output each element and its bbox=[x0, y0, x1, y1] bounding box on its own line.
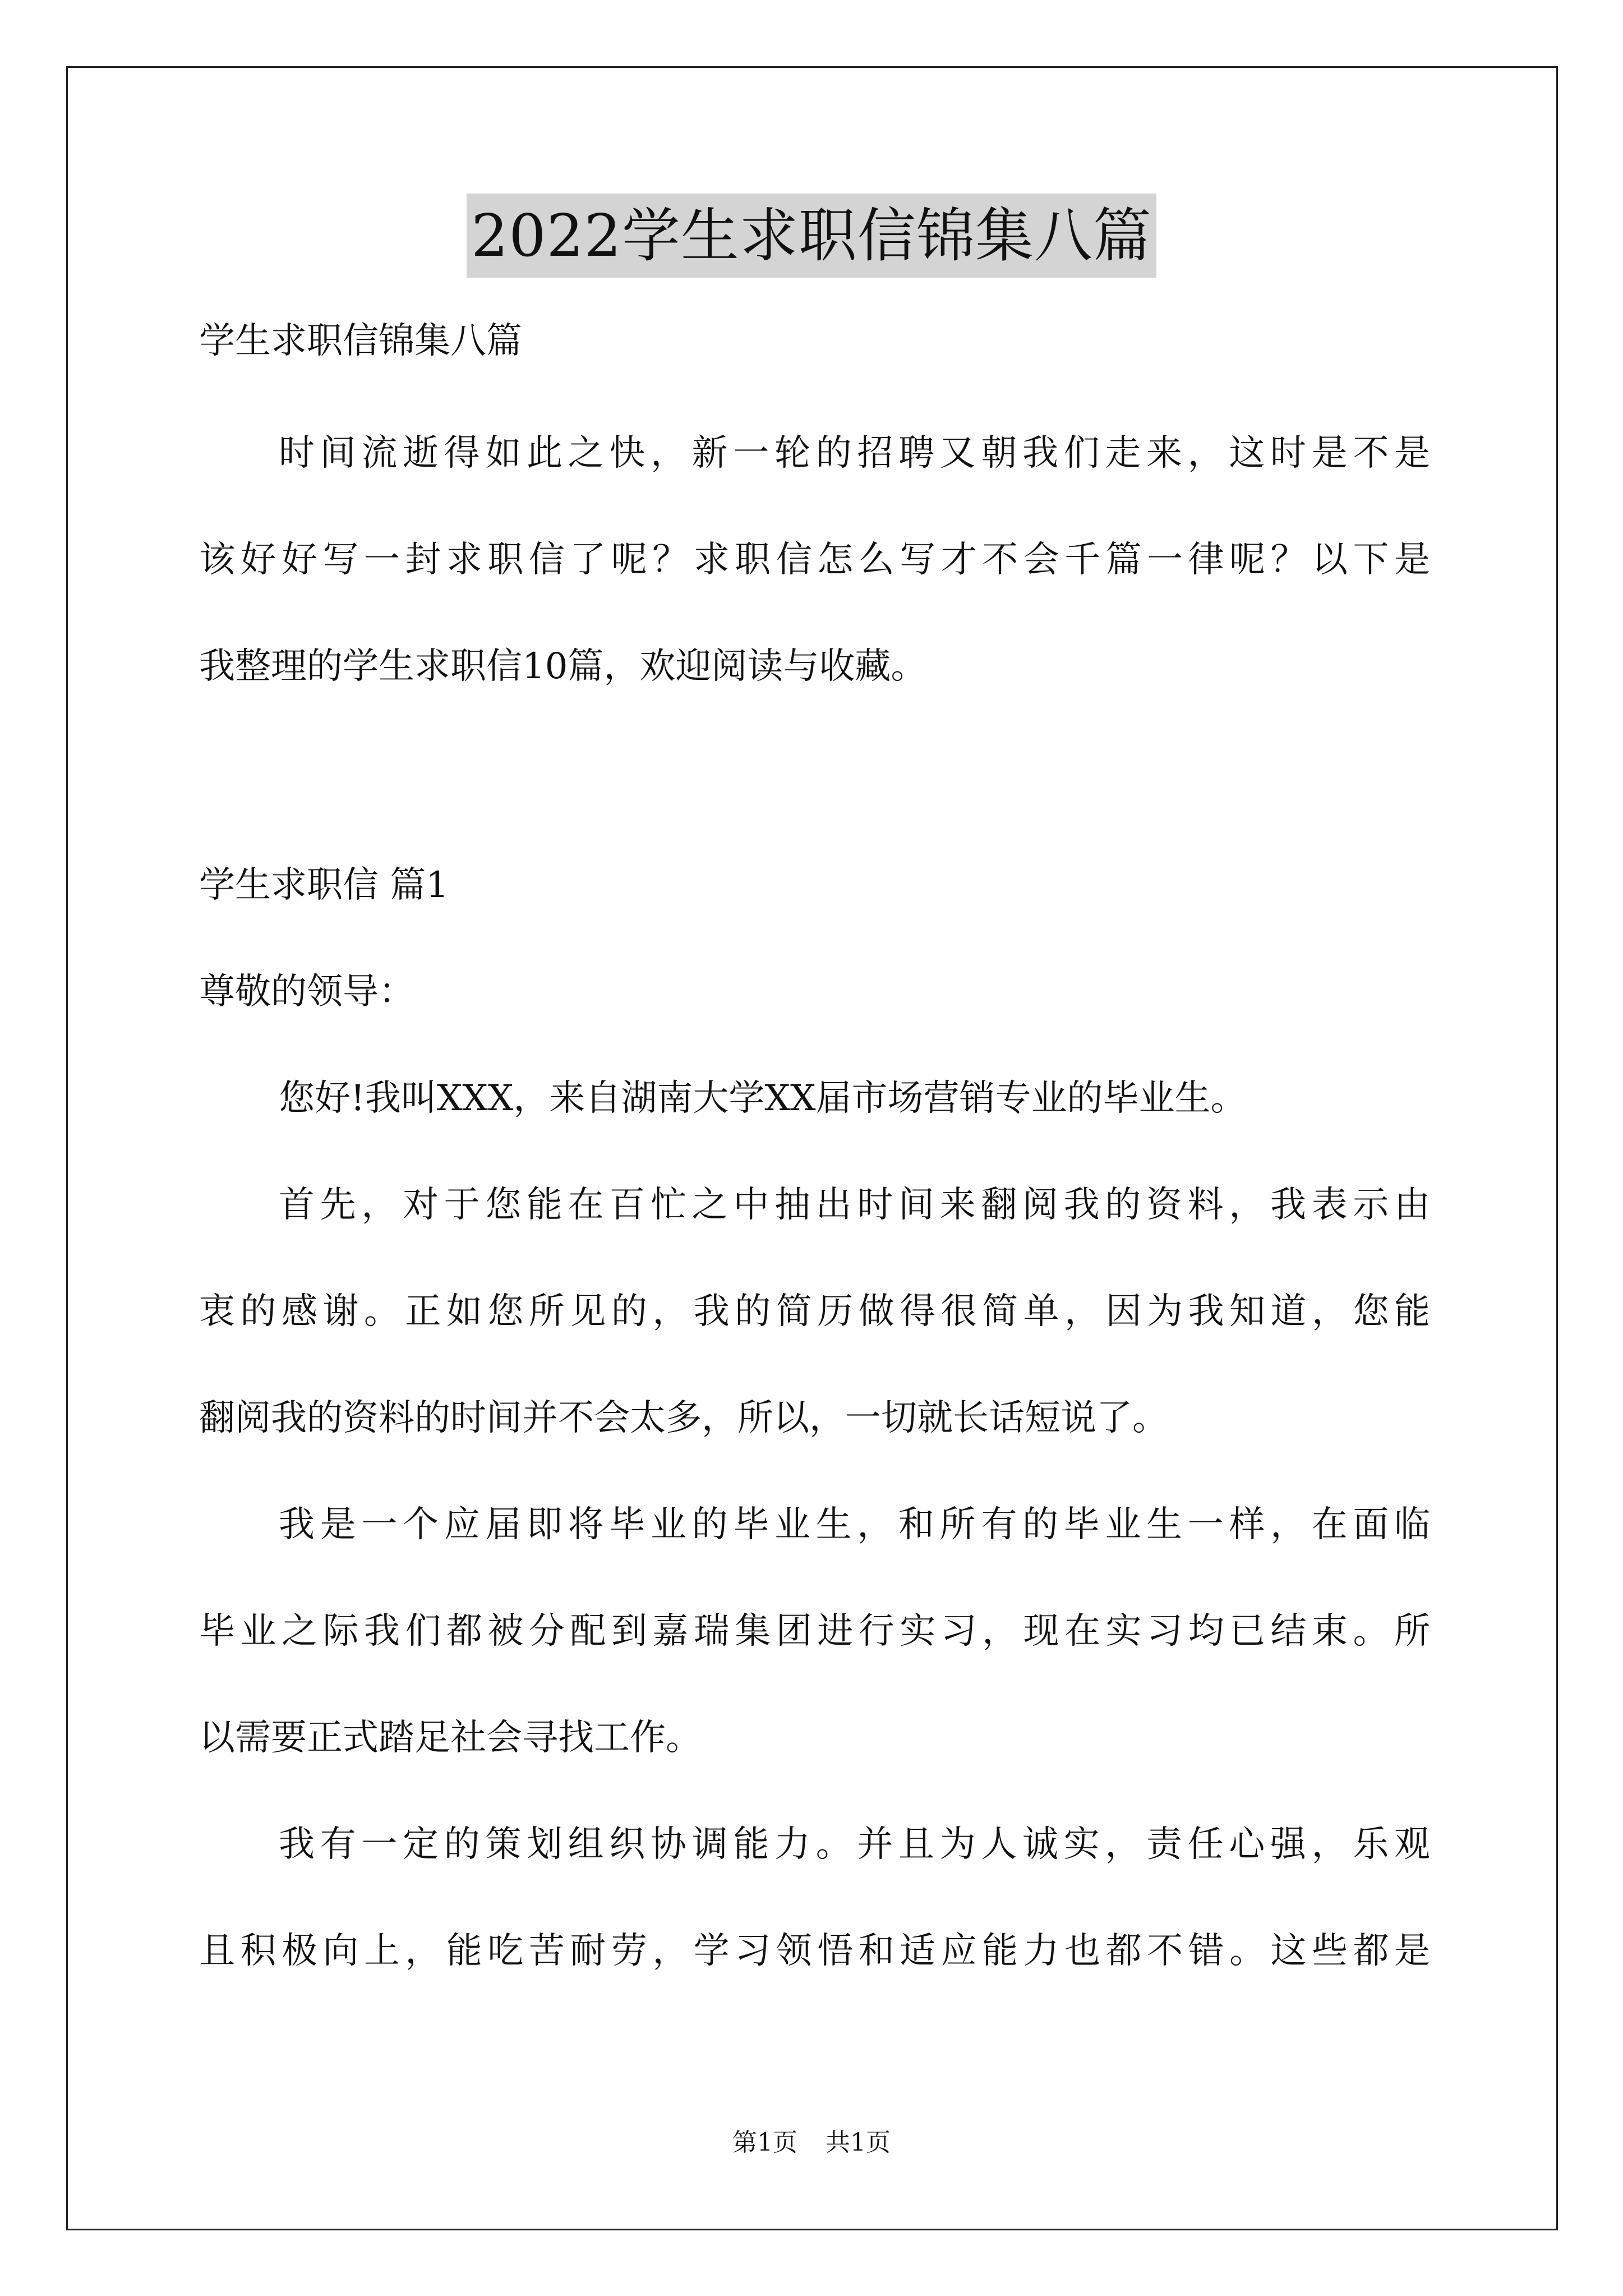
document-subtitle: 学生求职信锦集八篇 bbox=[199, 320, 522, 362]
intro-line: 时间流逝得如此之快，新一轮的招聘又朝我们走来，这时是不是 bbox=[279, 432, 1430, 474]
body-line: 衷的感谢。正如您所见的，我的简历做得很简单，因为我知道，您能 bbox=[199, 1291, 1430, 1332]
intro-line: 我整理的学生求职信10篇，欢迎阅读与收藏。 bbox=[199, 646, 927, 687]
document-title: 2022学生求职信锦集八篇 bbox=[467, 194, 1156, 278]
page-footer bbox=[0, 2126, 1623, 2160]
title-block bbox=[0, 194, 1623, 278]
page-border bbox=[66, 66, 1558, 2230]
body-line: 以需要正式踏足社会寻找工作。 bbox=[199, 1717, 702, 1759]
body-line: 毕业之际我们都被分配到嘉瑞集团进行实习，现在实习均已结束。所 bbox=[199, 1611, 1430, 1652]
body-line: 且积极向上，能吃苦耐劳，学习领悟和适应能力也都不错。这些都是 bbox=[199, 1930, 1430, 1972]
intro-line: 该好好写一封求职信了呢？求职信怎么写才不会千篇一律呢？以下是 bbox=[199, 539, 1430, 581]
body-line: 我是一个应届即将毕业的毕业生，和所有的毕业生一样，在面临 bbox=[279, 1504, 1430, 1545]
page-number: 第1页 bbox=[732, 2128, 797, 2157]
body-line: 翻阅我的资料的时间并不会太多，所以，一切就长话短说了。 bbox=[199, 1397, 1168, 1439]
section-heading: 学生求职信 篇1 bbox=[199, 864, 449, 906]
salutation: 尊敬的领导： bbox=[199, 971, 414, 1013]
body-line: 首先，对于您能在百忙之中抽出时间来翻阅我的资料，我表示由 bbox=[279, 1184, 1430, 1226]
body-line: 我有一定的策划组织协调能力。并且为人诚实，责任心强，乐观 bbox=[279, 1824, 1430, 1865]
page-total: 共1页 bbox=[826, 2128, 891, 2157]
body-line: 您好!我叫XXX，来自湖南大学XX届市场营销专业的毕业生。 bbox=[279, 1078, 1247, 1119]
